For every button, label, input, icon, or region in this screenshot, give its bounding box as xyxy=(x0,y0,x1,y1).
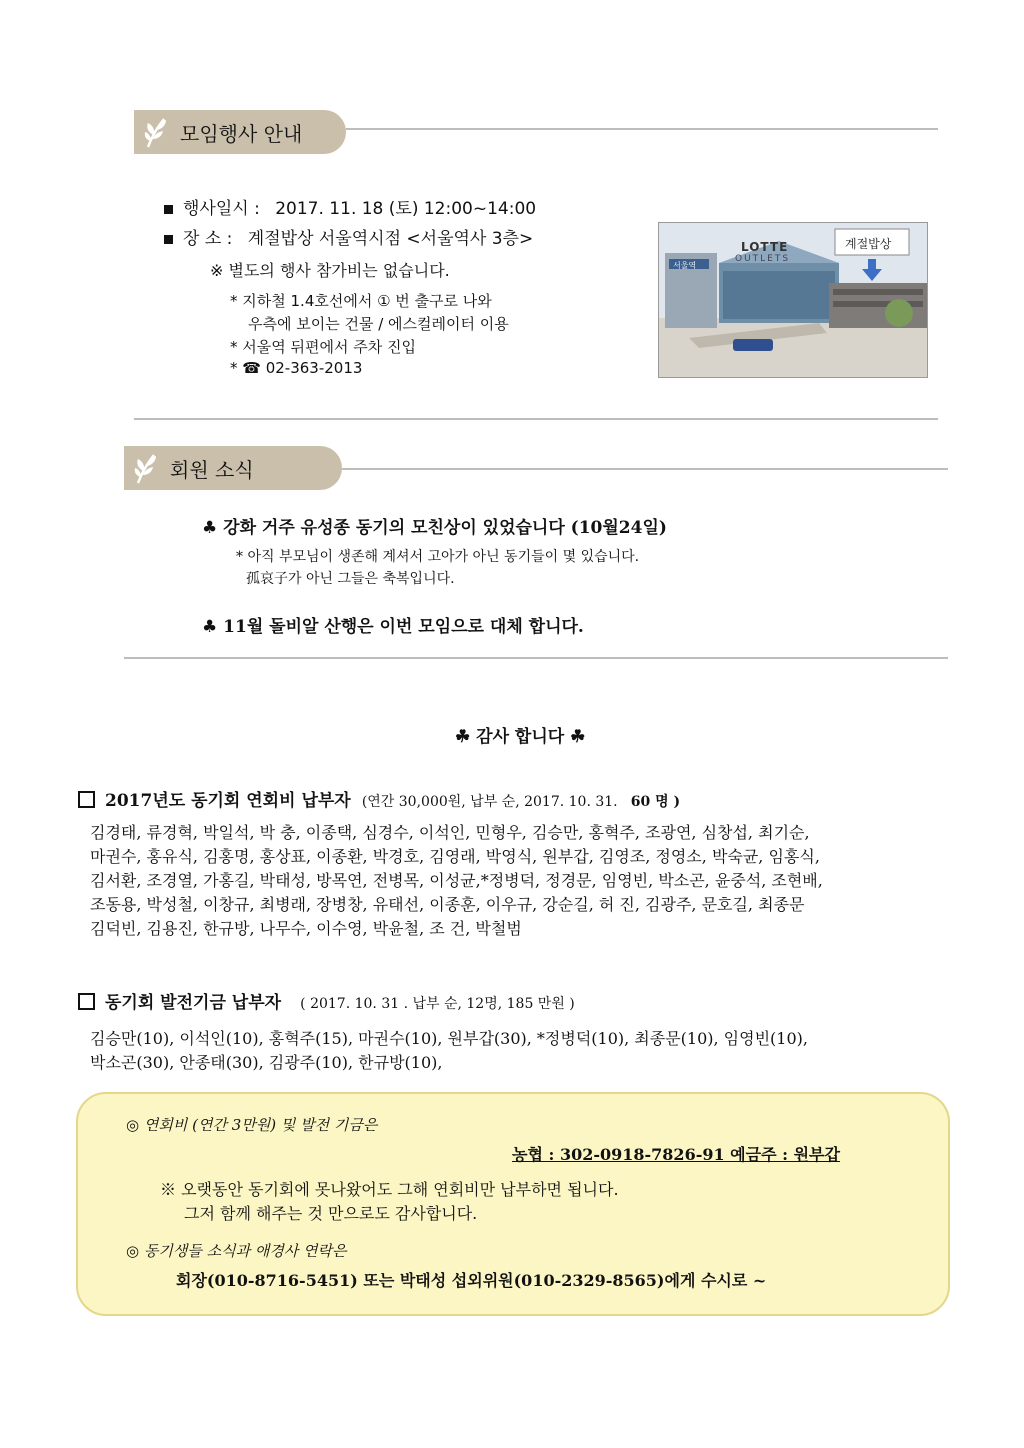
name-list-line: 김덕빈, 김용진, 한규방, 나무수, 이수영, 박윤철, 조 건, 박철범 xyxy=(90,919,522,938)
direction-line: 우측에 보이는 건물 / 에스컬레이터 이용 xyxy=(248,315,509,333)
name-list-line: 조동용, 박성철, 이창규, 최병래, 장병창, 유태선, 이종훈, 이우규, 강순길, 허 진, 김광주, 문호길, 최종문 xyxy=(90,895,805,914)
checkbox-icon xyxy=(78,993,95,1010)
divider xyxy=(124,657,948,659)
contact-line: 회장(010-8716-5451) 또는 박태성 섭외위원(010-2329-8565)에게 수시로 ~ xyxy=(176,1271,767,1290)
notice-note: ※ 오랫동안 동기회에 못나왔어도 그해 연회비만 납부하면 됩니다. xyxy=(160,1180,619,1199)
building-photo xyxy=(658,222,928,378)
callout-label: 계절밥상 xyxy=(845,237,892,251)
event-place: 장 소 : 계절밥상 서울역시점 <서울역사 3층> xyxy=(164,224,533,249)
leaf-icon xyxy=(132,451,162,485)
section-header-news xyxy=(124,446,342,490)
notice-line: ◎ 연회비 (연간 3만원) 및 발전 기금은 xyxy=(126,1116,378,1134)
fund-detail: ( 2017. 10. 31 . 납부 순, 12명, 185 만원 ) xyxy=(300,996,575,1012)
direction-line: * 서울역 뒤편에서 주차 진입 xyxy=(230,338,416,356)
fee-note: ※ 별도의 행사 참가비는 없습니다. xyxy=(210,261,450,280)
dues-heading: 2017년도 동기회 연회비 납부자 (연간 30,000원, 납부 순, 2017. 10. 31. 60 명 ) xyxy=(78,786,680,811)
fund-list-line: 박소곤(30), 안종태(30), 김광주(10), 한규방(10), xyxy=(90,1053,443,1072)
sign-text: LOTTE xyxy=(741,240,789,254)
leaf-icon xyxy=(142,115,172,149)
event-date: 행사일시 : 2017. 11. 18 (토) 12:00~14:00 xyxy=(164,194,536,219)
direction-line: * ☎ 02-363-2013 xyxy=(230,359,363,377)
name-list-line: 마권수, 홍유식, 김홍명, 홍상표, 이종환, 박경호, 김영래, 박영식, 원부갑, 김영조, 정영소, 박숙균, 임홍식, xyxy=(90,847,820,866)
news-note: * 아직 부모님이 생존해 계셔서 고아가 아닌 동기들이 몇 있습니다. xyxy=(236,549,640,565)
section-header-event xyxy=(134,110,346,154)
notice-line: ◎ 동기생들 소식과 애경사 연락은 xyxy=(126,1242,347,1260)
thanks-title: ☘ 감사 합니다 ☘ xyxy=(455,727,586,747)
fund-heading: 동기회 발전기금 납부자 ( 2017. 10. 31 . 납부 순, 12명, 185 만원 ) xyxy=(78,988,575,1013)
dues-detail: (연간 30,000원, 납부 순, 2017. 10. 31. xyxy=(361,794,618,810)
bullet-square-icon xyxy=(164,235,173,244)
news-item: ♣ 11월 돌비알 산행은 이번 모임으로 대체 합니다. xyxy=(202,617,584,637)
divider xyxy=(342,468,948,470)
direction-line: * 지하철 1.4호선에서 ① 번 출구로 나와 xyxy=(230,292,492,310)
name-list-line: 김경태, 류경혁, 박일석, 박 충, 이종택, 심경수, 이석인, 민형우, 김승만, 홍혁주, 조광연, 심창섭, 최기순, xyxy=(90,823,810,842)
bank-account: 농협 : 302-0918-7826-91 예금주 : 원부갑 xyxy=(512,1145,840,1164)
notice-note: 그저 함께 해주는 것 만으로도 감사합니다. xyxy=(184,1204,478,1223)
divider xyxy=(346,128,938,130)
news-note: 孤哀子가 아닌 그들은 축복입니다. xyxy=(246,571,455,587)
section-title: 모임행사 안내 xyxy=(180,121,303,146)
checkbox-icon xyxy=(78,791,95,808)
fund-list-line: 김승만(10), 이석인(10), 홍혁주(15), 마권수(10), 원부갑(30), *정병덕(10), 최종문(10), 임영빈(10), xyxy=(90,1029,808,1048)
event-date-value: 2017. 11. 18 (토) 12:00~14:00 xyxy=(275,199,537,219)
divider xyxy=(134,418,938,420)
section-title: 회원 소식 xyxy=(170,457,254,482)
name-list-line: 김서환, 조경열, 가홍길, 박태성, 방목연, 전병목, 이성균,*정병덕, 정경문, 임영빈, 박소곤, 윤중석, 조현배, xyxy=(90,871,823,890)
news-item: ♣ 강화 거주 유성종 동기의 모친상이 있었습니다 (10월24일) xyxy=(202,518,667,538)
bullet-square-icon xyxy=(164,205,173,214)
dues-count: 60 명 ) xyxy=(630,794,681,810)
station-sign: 서울역 xyxy=(673,261,697,270)
event-place-value: 계절밥상 서울역시점 <서울역사 3층> xyxy=(247,229,534,249)
sign-subtext: OUTLETS xyxy=(735,254,791,264)
